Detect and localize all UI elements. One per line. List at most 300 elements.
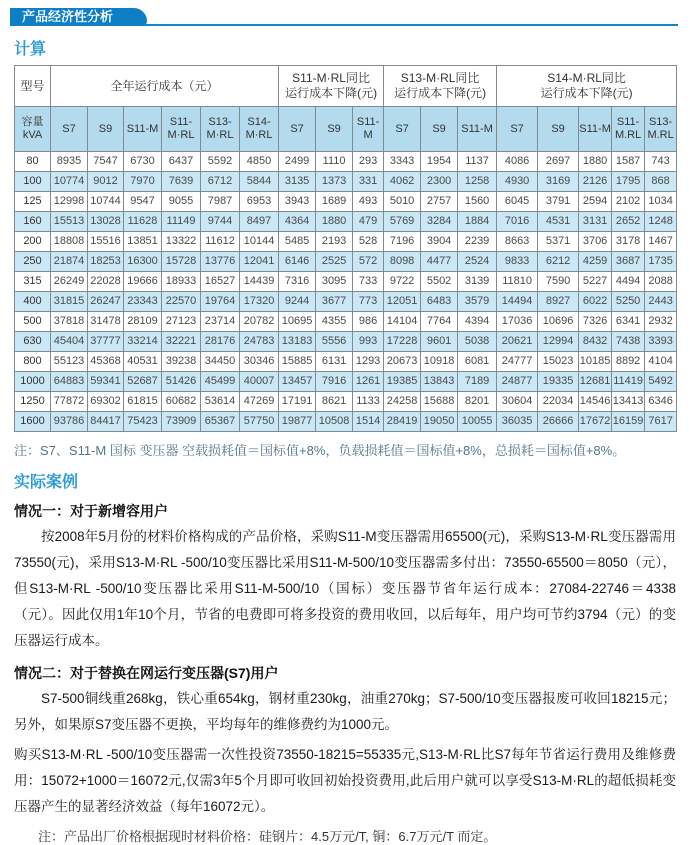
value-cell: 10695 (279, 312, 316, 332)
value-cell: 8201 (458, 392, 497, 412)
value-cell: 15513 (51, 212, 88, 232)
value-cell: 53614 (201, 392, 240, 412)
value-cell: 2932 (645, 312, 677, 332)
value-cell: 3579 (458, 292, 497, 312)
value-cell: 1560 (458, 192, 497, 212)
col-header-model-type: S7 (51, 107, 88, 152)
col-header-model-type: S11-M (124, 107, 162, 152)
table-row (15, 312, 677, 332)
value-cell: 10185 (579, 352, 612, 372)
value-cell: 16300 (124, 252, 162, 272)
value-cell: 5492 (645, 372, 677, 392)
value-cell: 24777 (497, 352, 538, 372)
value-cell: 8497 (240, 212, 279, 232)
value-cell: 1884 (458, 212, 497, 232)
value-cell: 7316 (279, 272, 316, 292)
table-body (15, 152, 677, 432)
value-cell: 10696 (538, 312, 579, 332)
value-cell: 75423 (124, 412, 162, 432)
value-cell: 20673 (384, 352, 421, 372)
value-cell: 2443 (645, 292, 677, 312)
col-header-model-type: S9 (316, 107, 353, 152)
value-cell: 9012 (88, 172, 124, 192)
value-cell: 17320 (240, 292, 279, 312)
value-cell: 2757 (421, 192, 458, 212)
value-cell: 16159 (612, 412, 645, 432)
case2-paragraph-1: S7-500铜线重268kg，铁心重654kg，钢材重230kg，油重270kg；S7-500/10变压器报废可收回18215元；另外，如果原S7变压器不更换，平均每年的维修费约为1000元。 (14, 691, 676, 732)
col-header-model-type: S7 (497, 107, 538, 152)
value-cell: 13183 (279, 332, 316, 352)
value-cell: 3131 (579, 212, 612, 232)
value-cell: 4494 (612, 272, 645, 292)
value-cell: 4259 (579, 252, 612, 272)
value-cell: 8621 (316, 392, 353, 412)
value-cell: 9055 (162, 192, 201, 212)
value-cell: 31815 (51, 292, 88, 312)
value-cell: 23343 (124, 292, 162, 312)
value-cell: 2594 (579, 192, 612, 212)
value-cell: 12051 (384, 292, 421, 312)
value-cell: 7987 (201, 192, 240, 212)
capacity-cell: 200 (15, 232, 51, 252)
value-cell: 6081 (458, 352, 497, 372)
value-cell: 69302 (88, 392, 124, 412)
value-cell: 15688 (421, 392, 458, 412)
value-cell: 19877 (279, 412, 316, 432)
table-row (15, 152, 677, 172)
value-cell: 1248 (645, 212, 677, 232)
table-row (15, 172, 677, 192)
value-cell: 7196 (384, 232, 421, 252)
value-cell: 36035 (497, 412, 538, 432)
table-row (15, 352, 677, 372)
value-cell: 51426 (162, 372, 201, 392)
value-cell: 13851 (124, 232, 162, 252)
value-cell: 17036 (497, 312, 538, 332)
value-cell: 22570 (162, 292, 201, 312)
value-cell: 24258 (384, 392, 421, 412)
value-cell: 10744 (88, 192, 124, 212)
value-cell: 6730 (124, 152, 162, 172)
value-cell: 27123 (162, 312, 201, 332)
value-cell: 6483 (421, 292, 458, 312)
value-cell: 7438 (612, 332, 645, 352)
value-cell: 26249 (51, 272, 88, 292)
value-cell: 6346 (645, 392, 677, 412)
value-cell: 11149 (162, 212, 201, 232)
value-cell: 28419 (384, 412, 421, 432)
value-cell: 8663 (497, 232, 538, 252)
value-cell: 52687 (124, 372, 162, 392)
table-row (15, 412, 677, 432)
value-cell: 12681 (579, 372, 612, 392)
col-header-model-type: S7 (384, 107, 421, 152)
value-cell: 19385 (384, 372, 421, 392)
value-cell: 16527 (201, 272, 240, 292)
value-cell: 733 (353, 272, 384, 292)
value-cell: 5502 (421, 272, 458, 292)
capacity-cell: 1250 (15, 392, 51, 412)
col-header-model-type: S11-M (458, 107, 497, 152)
value-cell: 45368 (88, 352, 124, 372)
value-cell: 4850 (240, 152, 279, 172)
value-cell: 40531 (124, 352, 162, 372)
page-title: 产品经济性分析 (22, 9, 114, 24)
value-cell: 8098 (384, 252, 421, 272)
value-cell: 7639 (162, 172, 201, 192)
value-cell: 3284 (421, 212, 458, 232)
value-cell: 19666 (124, 272, 162, 292)
col-header-model-type: S9 (88, 107, 124, 152)
capacity-cell: 500 (15, 312, 51, 332)
value-cell: 47269 (240, 392, 279, 412)
value-cell: 7547 (88, 152, 124, 172)
value-cell: 61815 (124, 392, 162, 412)
table-row (15, 212, 677, 232)
value-cell: 7764 (421, 312, 458, 332)
capacity-cell: 1600 (15, 412, 51, 432)
table-row (15, 372, 677, 392)
value-cell: 3687 (612, 252, 645, 272)
value-cell: 493 (353, 192, 384, 212)
value-cell: 60682 (162, 392, 201, 412)
col-header-model-type: S14-M·RL (240, 107, 279, 152)
cost-comparison-table (14, 65, 677, 432)
value-cell: 528 (353, 232, 384, 252)
case2-heading: 情况二：对于替换在网运行变压器(S7)用户 (14, 665, 279, 681)
value-cell: 18808 (51, 232, 88, 252)
value-cell: 479 (353, 212, 384, 232)
value-cell: 4531 (538, 212, 579, 232)
value-cell: 13776 (201, 252, 240, 272)
value-cell: 5844 (240, 172, 279, 192)
value-cell: 1880 (579, 152, 612, 172)
value-cell: 2088 (645, 272, 677, 292)
value-cell: 5592 (201, 152, 240, 172)
col-header-capacity: 容量 kVA (15, 107, 51, 152)
value-cell: 3139 (458, 272, 497, 292)
value-cell: 10508 (316, 412, 353, 432)
capacity-cell: 160 (15, 212, 51, 232)
capacity-cell: 800 (15, 352, 51, 372)
table-row (15, 292, 677, 312)
value-cell: 77872 (51, 392, 88, 412)
value-cell: 13028 (88, 212, 124, 232)
value-cell: 15516 (88, 232, 124, 252)
col-group-header-0: 全年运行成本（元） (51, 66, 279, 107)
value-cell: 1137 (458, 152, 497, 172)
value-cell: 6437 (162, 152, 201, 172)
value-cell: 5769 (384, 212, 421, 232)
value-cell: 7970 (124, 172, 162, 192)
section-heading-calculation: 计算 (14, 41, 47, 58)
value-cell: 45499 (201, 372, 240, 392)
value-cell: 5556 (316, 332, 353, 352)
value-cell: 12994 (538, 332, 579, 352)
value-cell: 14439 (240, 272, 279, 292)
header-row-models (15, 107, 677, 152)
value-cell: 2524 (458, 252, 497, 272)
value-cell: 15885 (279, 352, 316, 372)
value-cell: 28109 (124, 312, 162, 332)
col-header-model-type: S11-M (579, 107, 612, 152)
value-cell: 1258 (458, 172, 497, 192)
value-cell: 993 (353, 332, 384, 352)
value-cell: 2193 (316, 232, 353, 252)
col-header-model-type: S11-M·RL (162, 107, 201, 152)
document-page (0, 8, 690, 844)
col-group-header-3: S14-M·RL同比 运行成本下降(元) (497, 66, 677, 107)
value-cell: 5227 (579, 272, 612, 292)
value-cell: 4062 (384, 172, 421, 192)
value-cell: 73909 (162, 412, 201, 432)
value-cell: 26666 (538, 412, 579, 432)
value-cell: 15728 (162, 252, 201, 272)
value-cell: 40007 (240, 372, 279, 392)
value-cell: 1110 (316, 152, 353, 172)
value-cell: 9744 (201, 212, 240, 232)
value-cell: 9547 (124, 192, 162, 212)
value-cell: 22028 (88, 272, 124, 292)
value-cell: 9833 (497, 252, 538, 272)
value-cell: 3791 (538, 192, 579, 212)
value-cell: 8935 (51, 152, 88, 172)
value-cell: 19050 (421, 412, 458, 432)
value-cell: 24783 (240, 332, 279, 352)
value-cell: 55123 (51, 352, 88, 372)
value-cell: 8892 (612, 352, 645, 372)
value-cell: 17228 (384, 332, 421, 352)
value-cell: 1133 (353, 392, 384, 412)
value-cell: 10055 (458, 412, 497, 432)
value-cell: 13843 (421, 372, 458, 392)
value-cell: 331 (353, 172, 384, 192)
value-cell: 7590 (538, 272, 579, 292)
value-cell: 14494 (497, 292, 538, 312)
value-cell: 6146 (279, 252, 316, 272)
table-row (15, 272, 677, 292)
value-cell: 6212 (538, 252, 579, 272)
value-cell: 8432 (579, 332, 612, 352)
value-cell: 8927 (538, 292, 579, 312)
value-cell: 5371 (538, 232, 579, 252)
capacity-cell: 80 (15, 152, 51, 172)
value-cell: 22034 (538, 392, 579, 412)
value-cell: 3178 (612, 232, 645, 252)
value-cell: 13457 (279, 372, 316, 392)
value-cell: 986 (353, 312, 384, 332)
value-cell: 2239 (458, 232, 497, 252)
value-cell: 9244 (279, 292, 316, 312)
value-cell: 7326 (579, 312, 612, 332)
value-cell: 4364 (279, 212, 316, 232)
value-cell: 7916 (316, 372, 353, 392)
value-cell: 6712 (201, 172, 240, 192)
value-cell: 59341 (88, 372, 124, 392)
value-cell: 1467 (645, 232, 677, 252)
value-cell: 1514 (353, 412, 384, 432)
value-cell: 37818 (51, 312, 88, 332)
value-cell: 4930 (497, 172, 538, 192)
value-cell: 572 (353, 252, 384, 272)
value-cell: 13413 (612, 392, 645, 412)
value-cell: 10918 (421, 352, 458, 372)
value-cell: 1735 (645, 252, 677, 272)
value-cell: 293 (353, 152, 384, 172)
value-cell: 18253 (88, 252, 124, 272)
header-row-groups (15, 66, 677, 107)
value-cell: 39238 (162, 352, 201, 372)
value-cell: 30346 (240, 352, 279, 372)
value-cell: 11628 (124, 212, 162, 232)
value-cell: 18933 (162, 272, 201, 292)
value-cell: 7016 (497, 212, 538, 232)
value-cell: 14104 (384, 312, 421, 332)
value-cell: 5485 (279, 232, 316, 252)
value-cell: 20782 (240, 312, 279, 332)
page-banner (10, 8, 147, 26)
value-cell: 2499 (279, 152, 316, 172)
value-cell: 11419 (612, 372, 645, 392)
value-cell: 1034 (645, 192, 677, 212)
value-cell: 32221 (162, 332, 201, 352)
value-cell: 6131 (316, 352, 353, 372)
value-cell: 31478 (88, 312, 124, 332)
col-header-model: 型号 (15, 66, 51, 107)
value-cell: 57750 (240, 412, 279, 432)
value-cell: 7617 (645, 412, 677, 432)
value-cell: 20621 (497, 332, 538, 352)
value-cell: 9601 (421, 332, 458, 352)
price-note: 注：产品出厂价格根据现时材料价格：硅钢片：4.5万元/T, 铜：6.7万元/T 而定。 (38, 829, 497, 844)
value-cell: 7189 (458, 372, 497, 392)
value-cell: 17672 (579, 412, 612, 432)
value-cell: 1373 (316, 172, 353, 192)
value-cell: 30604 (497, 392, 538, 412)
table-note: 注：S7、S11-M 国标 变压器 空载损耗值＝国标值+8%，负载损耗值＝国标值+8%，总损耗＝国标值+8%。 (14, 443, 626, 458)
section-heading-cases: 实际案例 (14, 474, 79, 491)
value-cell: 4104 (645, 352, 677, 372)
capacity-cell: 630 (15, 332, 51, 352)
value-cell: 1587 (612, 152, 645, 172)
title-banner-row (0, 8, 690, 26)
col-header-model-type: S13-M·RL (201, 107, 240, 152)
value-cell: 21874 (51, 252, 88, 272)
value-cell: 3169 (538, 172, 579, 192)
col-header-model-type: S9 (421, 107, 458, 152)
value-cell: 2697 (538, 152, 579, 172)
table-row (15, 392, 677, 412)
col-header-model-type: S13-M.RL (645, 107, 677, 152)
value-cell: 743 (645, 152, 677, 172)
value-cell: 23714 (201, 312, 240, 332)
value-cell: 19335 (538, 372, 579, 392)
capacity-cell: 125 (15, 192, 51, 212)
value-cell: 33214 (124, 332, 162, 352)
capacity-cell: 400 (15, 292, 51, 312)
case1-body: 按2008年5月份的材料价格构成的产品价格，采购S11-M变压器需用65500(元)，采购S13-M·RL变压器需用73550(元)，采用S13-M·RL -500/10变压器比采用S11-M-500/10变压器需多付出：73550-65500＝8050（元），但S13-M·RL -500/10变压器比采用S11-M-500/10（国标）变压器节省年运行成本：27084-22746＝4338（元）。因此仅用1年10个月，节省的电费即可将多投资的费用收回，以后每年，用户均可节约3794（元）的变压器运行成本。 (14, 529, 676, 648)
value-cell: 17191 (279, 392, 316, 412)
value-cell: 10774 (51, 172, 88, 192)
value-cell: 14546 (579, 392, 612, 412)
case2-paragraph-2: 购买S13-M·RL -500/10变压器需一次性投资73550-18215=55335元,S13-M·RL比S7每年节省运行费用及维修费用：15072+1000＝16072元,仅需3年5个月即可收回初始投资费用,此后用户就可以享受S13-M·RL的超低损耗变压器产生的显著经济效益（每年16072元）。 (14, 747, 676, 814)
value-cell: 45404 (51, 332, 88, 352)
value-cell: 1293 (353, 352, 384, 372)
value-cell: 3706 (579, 232, 612, 252)
table-row (15, 192, 677, 212)
value-cell: 3393 (645, 332, 677, 352)
value-cell: 6045 (497, 192, 538, 212)
value-cell: 5010 (384, 192, 421, 212)
capacity-cell: 100 (15, 172, 51, 192)
value-cell: 64883 (51, 372, 88, 392)
table-row (15, 332, 677, 352)
col-header-model-type: S9 (538, 107, 579, 152)
capacity-cell: 315 (15, 272, 51, 292)
value-cell: 773 (353, 292, 384, 312)
value-cell: 26247 (88, 292, 124, 312)
value-cell: 24877 (497, 372, 538, 392)
value-cell: 1689 (316, 192, 353, 212)
value-cell: 4086 (497, 152, 538, 172)
col-header-model-type: S11-M.RL (612, 107, 645, 152)
value-cell: 1880 (316, 212, 353, 232)
value-cell: 9722 (384, 272, 421, 292)
col-group-header-1: S11-M·RL同比 运行成本下降(元) (279, 66, 384, 107)
table-row (15, 252, 677, 272)
value-cell: 3135 (279, 172, 316, 192)
value-cell: 13322 (162, 232, 201, 252)
table-header (15, 66, 677, 152)
value-cell: 868 (645, 172, 677, 192)
value-cell: 19764 (201, 292, 240, 312)
value-cell: 1954 (421, 152, 458, 172)
value-cell: 93786 (51, 412, 88, 432)
value-cell: 34450 (201, 352, 240, 372)
value-cell: 2300 (421, 172, 458, 192)
value-cell: 28176 (201, 332, 240, 352)
value-cell: 84417 (88, 412, 124, 432)
col-header-model-type: S11-M (353, 107, 384, 152)
value-cell: 11810 (497, 272, 538, 292)
value-cell: 37777 (88, 332, 124, 352)
value-cell: 15023 (538, 352, 579, 372)
value-cell: 6953 (240, 192, 279, 212)
value-cell: 11612 (201, 232, 240, 252)
value-cell: 4477 (421, 252, 458, 272)
value-cell: 5038 (458, 332, 497, 352)
value-cell: 65367 (201, 412, 240, 432)
value-cell: 4394 (458, 312, 497, 332)
value-cell: 10144 (240, 232, 279, 252)
case1-heading: 情况一：对于新增容用户 (14, 503, 168, 519)
value-cell: 6341 (612, 312, 645, 332)
value-cell: 2652 (612, 212, 645, 232)
value-cell: 1795 (612, 172, 645, 192)
value-cell: 3943 (279, 192, 316, 212)
value-cell: 1261 (353, 372, 384, 392)
value-cell: 4355 (316, 312, 353, 332)
value-cell: 3904 (421, 232, 458, 252)
value-cell: 2525 (316, 252, 353, 272)
value-cell: 2126 (579, 172, 612, 192)
value-cell: 12998 (51, 192, 88, 212)
capacity-cell: 1000 (15, 372, 51, 392)
table-row (15, 232, 677, 252)
col-header-model-type: S7 (279, 107, 316, 152)
value-cell: 3343 (384, 152, 421, 172)
value-cell: 2102 (612, 192, 645, 212)
